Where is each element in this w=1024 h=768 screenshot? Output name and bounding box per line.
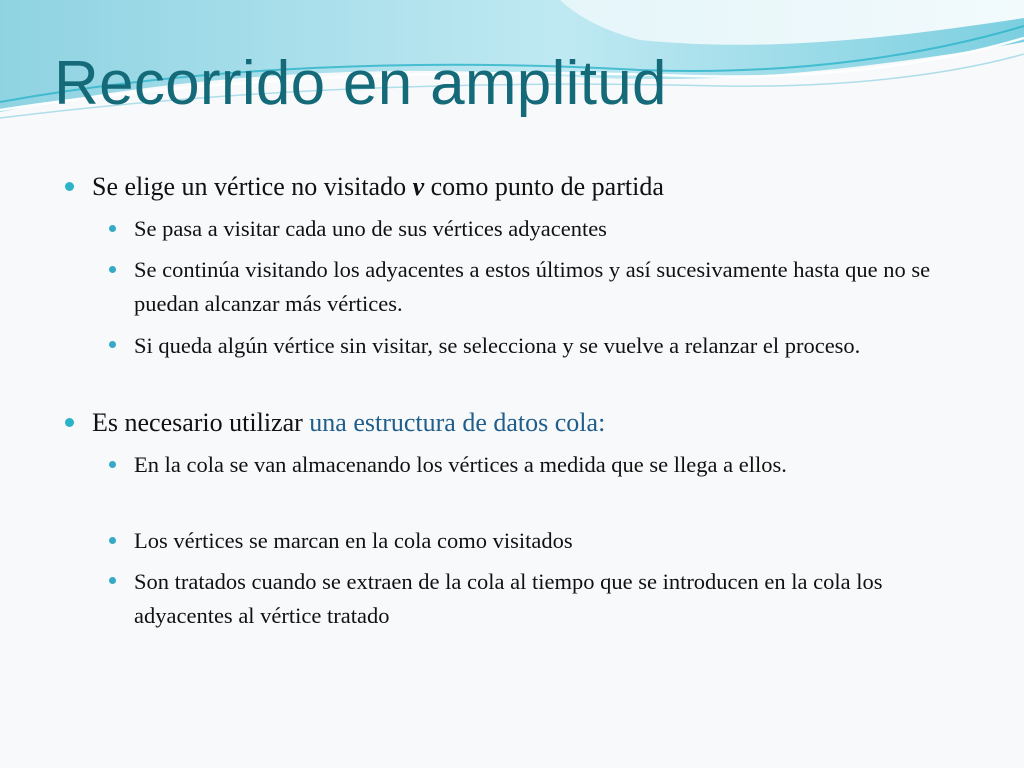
bullet-level2-item: En la cola se van almacenando los vértices a medida que se llega a ellos. [134, 452, 787, 477]
bullet-level2-item: Se pasa a visitar cada uno de sus vértices adyacentes [134, 216, 607, 241]
bullet-icon [65, 418, 74, 427]
emphasis-variable: v [412, 172, 425, 201]
bullet-icon [109, 537, 116, 544]
bullet-icon [109, 225, 116, 232]
bullet-text: Se elige un vértice no visitado [92, 172, 413, 201]
bullet-icon [109, 266, 116, 273]
bullet-text: como punto de partida [424, 172, 664, 201]
bullet-level2-item: Los vértices se marcan en la cola como visitados [134, 528, 573, 553]
bullet-text: Es necesario utilizar [92, 408, 310, 437]
bullet-icon [109, 341, 116, 348]
bullet-level1-item [92, 170, 664, 203]
bullet-icon [109, 461, 116, 468]
bullet-level2-item: Son tratados cuando se extraen de la cola al tiempo que se introducen en la cola los adyacentes al vértice tratado [134, 569, 883, 628]
slide-title: Recorrido en amplitud [54, 49, 667, 118]
bullet-level2-item: Se continúa visitando los adyacentes a estos últimos y así sucesivamente hasta que no se puedan alcanzar más vértices. [134, 257, 931, 316]
bullet-icon [65, 182, 74, 191]
bullet-icon [109, 577, 116, 584]
highlight-text: una estructura de datos cola: [309, 408, 606, 437]
bullet-level1-item [92, 406, 605, 439]
bullet-level2-item: Si queda algún vértice sin visitar, se selecciona y se vuelve a relanzar el proceso. [134, 333, 861, 358]
